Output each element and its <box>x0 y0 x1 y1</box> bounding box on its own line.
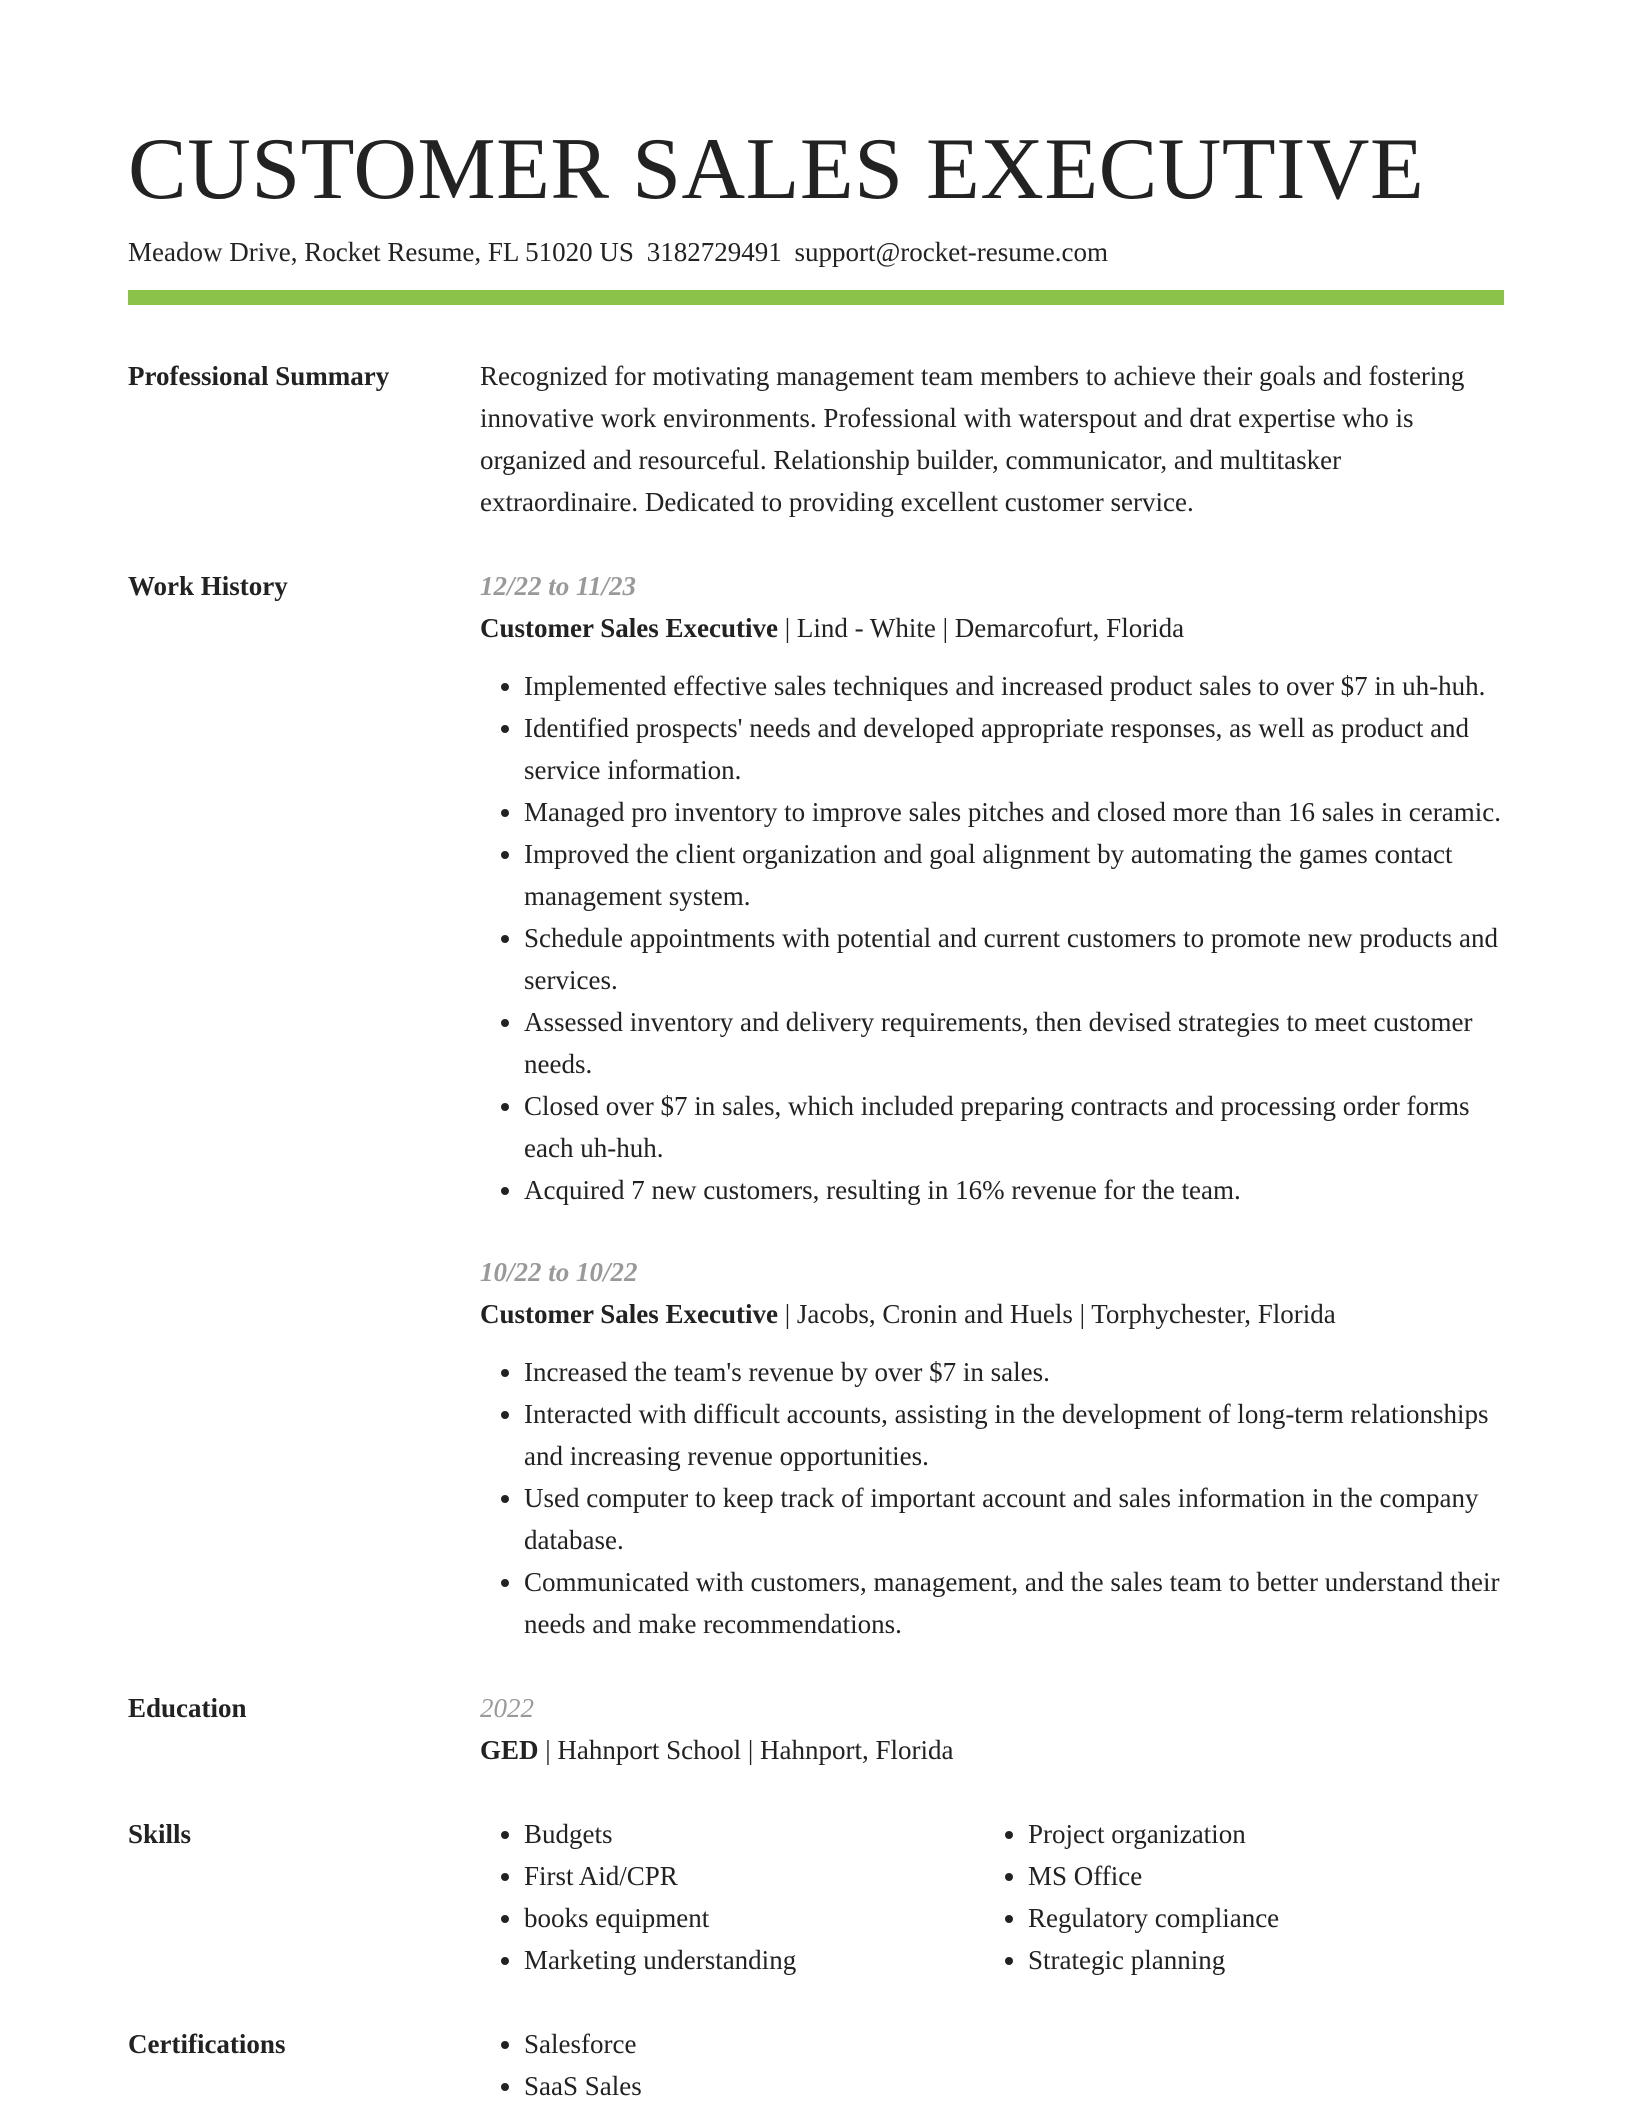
education-line <box>480 1729 1504 1771</box>
skill-item: • Marketing understanding <box>524 1939 984 1981</box>
job-employer: | Lind - White | Demarcofurt, Florida <box>777 613 1185 643</box>
contact-email: support@rocket-resume.com <box>794 237 1108 267</box>
skill-item: • MS Office <box>1028 1855 1488 1897</box>
resume-page <box>128 118 1504 2107</box>
job-title-line <box>480 607 1504 649</box>
contact-address: Meadow Drive, Rocket Resume, FL 51020 US <box>128 237 634 267</box>
skill-item: • Regulatory compliance <box>1028 1897 1488 1939</box>
job-bullet: • Closed over $7 in sales, which included preparing contracts and processing order forms each uh-huh. <box>524 1085 1504 1169</box>
certification-item: • Salesforce <box>524 2023 1504 2065</box>
certifications-list <box>480 2023 1504 2107</box>
section-label: Professional Summary <box>128 361 390 391</box>
education-section <box>128 1687 1504 1771</box>
certification-item: • SaaS Sales <box>524 2065 1504 2107</box>
job-bullet: • Identified prospects' needs and developed appropriate responses, as well as product and service information. <box>524 707 1504 791</box>
accent-divider <box>128 290 1504 305</box>
job-title: Customer Sales Executive <box>480 1299 778 1329</box>
section-label: Education <box>128 1693 247 1723</box>
section-label: Work History <box>128 571 288 601</box>
job-bullet: • Interacted with difficult accounts, assisting in the development of long-term relationships and increasing revenue opportunities. <box>524 1393 1504 1477</box>
job-bullet: • Acquired 7 new customers, resulting in 16% revenue for the team. <box>524 1169 1504 1211</box>
skills-columns <box>480 1813 1504 1981</box>
skill-item: • First Aid/CPR <box>524 1855 984 1897</box>
job-bullets <box>480 665 1504 1211</box>
job-title: Customer Sales Executive <box>480 613 778 643</box>
job-bullet: • Assessed inventory and delivery requirements, then devised strategies to meet customer needs. <box>524 1001 1504 1085</box>
job-bullet: • Communicated with customers, management, and the sales team to better understand their needs and make recommendations. <box>524 1561 1504 1645</box>
job-bullet: • Managed pro inventory to improve sales pitches and closed more than 16 sales in ceramic. <box>524 791 1504 833</box>
skills-column <box>984 1813 1488 1981</box>
job-bullet: • Improved the client organization and goal alignment by automating the games contact management system. <box>524 833 1504 917</box>
section-label: Skills <box>128 1819 192 1849</box>
education-school: | Hahnport School | Hahnport, Florida <box>538 1735 954 1765</box>
job-dates: 10/22 to 10/22 <box>480 1257 638 1287</box>
section-content <box>480 2023 1504 2107</box>
skills-column <box>480 1813 984 1981</box>
contact-line <box>128 234 1504 270</box>
skills-section <box>128 1813 1504 1981</box>
summary-text: Recognized for motivating management team members to achieve their goals and fostering innovative work environments. Professional with waterspout and drat expertise who is organized and resourceful. Relationship builder, communicator, and multitasker extraordinaire. Dedicated to providing excellent customer service. <box>480 361 1465 517</box>
work-history-section <box>128 565 1504 1645</box>
section-content <box>480 1687 1504 1771</box>
section-content <box>480 355 1504 523</box>
education-year: 2022 <box>480 1693 534 1723</box>
job-bullet: • Increased the team's revenue by over $7 in sales. <box>524 1351 1504 1393</box>
section-label: Certifications <box>128 2029 286 2059</box>
job-bullet: • Implemented effective sales techniques and increased product sales to over $7 in uh-huh. <box>524 665 1504 707</box>
job-bullets <box>480 1351 1504 1645</box>
certifications-section <box>128 2023 1504 2107</box>
skill-item: • books equipment <box>524 1897 984 1939</box>
job-entry <box>480 1251 1504 1645</box>
job-title-line <box>480 1293 1504 1335</box>
job-entry <box>480 565 1504 1211</box>
summary-section <box>128 355 1504 523</box>
section-content <box>480 565 1504 1645</box>
job-bullet: • Used computer to keep track of important account and sales information in the company database. <box>524 1477 1504 1561</box>
job-bullet: • Schedule appointments with potential and current customers to promote new products and services. <box>524 917 1504 1001</box>
contact-phone: 3182729491 <box>646 237 782 267</box>
skill-item: • Strategic planning <box>1028 1939 1488 1981</box>
resume-name: CUSTOMER SALES EXECUTIVE <box>128 121 1425 218</box>
job-dates: 12/22 to 11/23 <box>480 571 637 601</box>
job-employer: | Jacobs, Cronin and Huels | Torphychester, Florida <box>777 1299 1336 1329</box>
education-degree: GED <box>480 1735 539 1765</box>
skill-item: • Budgets <box>524 1813 984 1855</box>
skill-item: • Project organization <box>1028 1813 1488 1855</box>
